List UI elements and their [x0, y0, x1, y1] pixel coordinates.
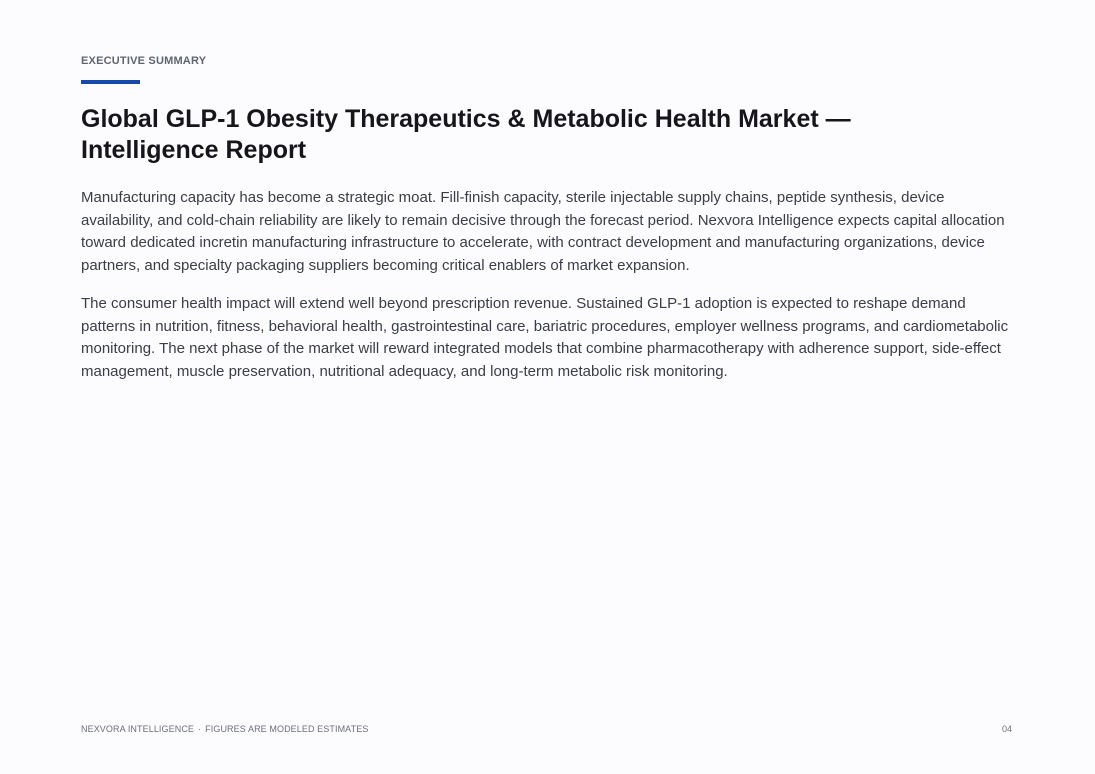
footer-note: FIGURES ARE MODELED ESTIMATES — [205, 724, 369, 734]
footer-brand: NEXVORA INTELLIGENCE — [81, 724, 195, 734]
footer-left — [81, 724, 368, 734]
page-title: Global GLP-1 Obesity Therapeutics & Metabolic Health Market — Intelligence Report — [81, 105, 851, 164]
body-text — [81, 187, 1011, 399]
section-eyebrow: EXECUTIVE SUMMARY — [81, 55, 207, 67]
footer-separator: · — [198, 724, 202, 734]
paragraph-manufacturing: Manufacturing capacity has become a strategic moat. Fill-finish capacity, sterile injectable supply chains, peptide synthesis, device availability, and cold-chain reliability are likely to remain decisive through the forecast period. Nexvora Intelligence expects capital allocation toward dedicated incretin manufacturing infrastructure to accelerate, with contract development and manufacturing organizations, device partners, and specialty packaging suppliers becoming critical enablers of market expansion. — [81, 189, 1005, 275]
paragraph-consumer-health: The consumer health impact will extend well beyond prescription revenue. Sustained GLP-1 adoption is expected to reshape demand patterns in nutrition, fitness, behavioral health, gastrointestinal care, bariatric procedures, employer wellness programs, and cardiometabolic monitoring. The next phase of the market will reward integrated models that combine pharmacotherapy with adherence support, side-effect management, muscle preservation, nutritional adequacy, and long-term metabolic risk monitoring. — [81, 294, 1009, 380]
page-number: 04 — [1002, 724, 1013, 734]
accent-rule — [81, 80, 140, 84]
